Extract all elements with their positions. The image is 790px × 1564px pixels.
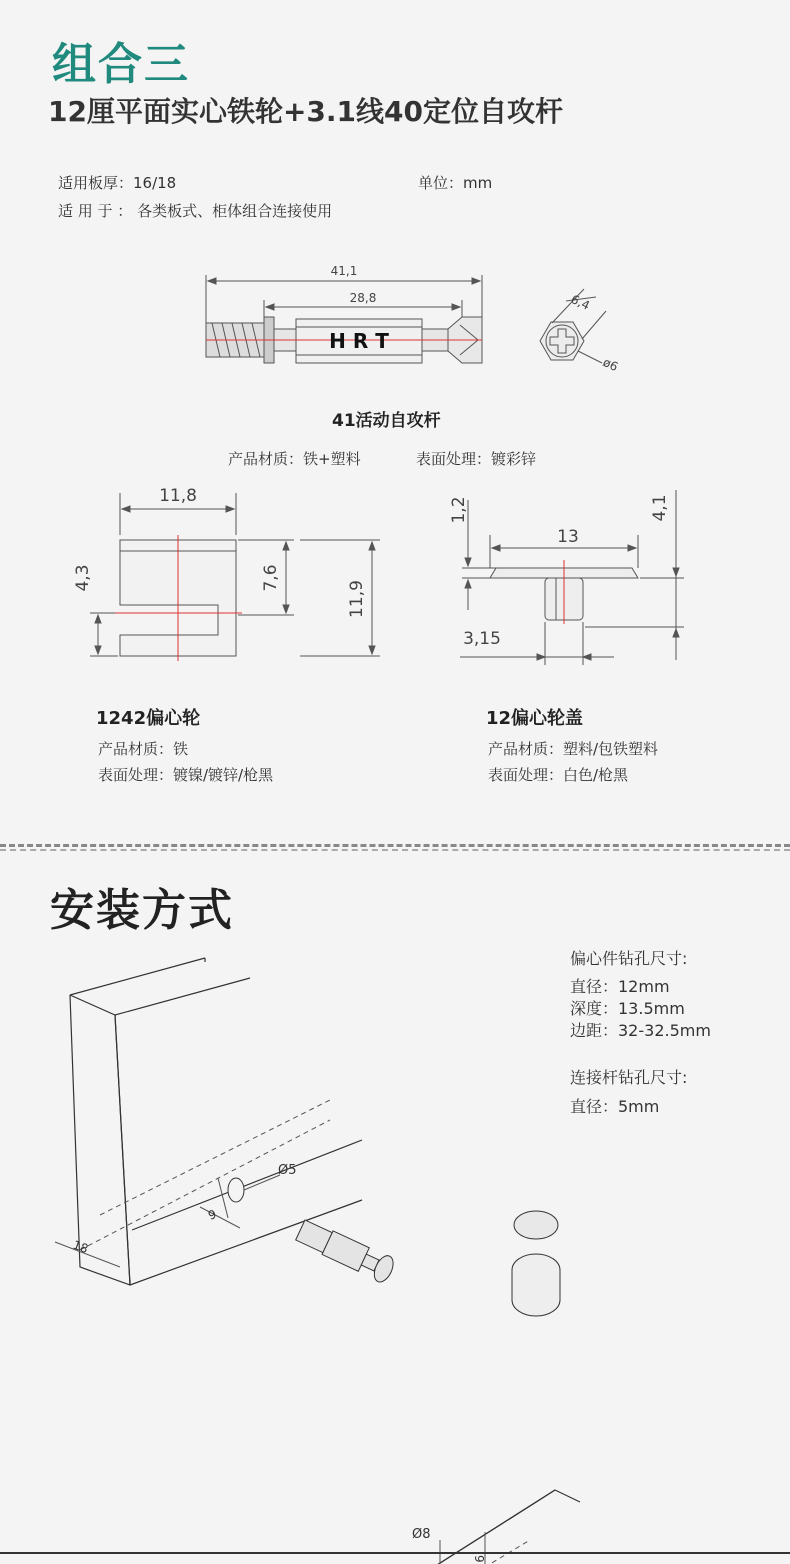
spec-usage: 适 用 于 ： 各类板式、柜体组合连接使用 (58, 202, 333, 220)
rod-hex-dia: ø6 (600, 355, 621, 375)
cap-dim-41: 4,1 (650, 494, 670, 522)
cap-surface: 表面处理：白色/枪黑 (488, 766, 629, 784)
rod-drill-heading: 连接杆钻孔尺寸: (570, 1068, 688, 1087)
wheel-surface: 表面处理：镀镍/镀锌/枪黑 (98, 766, 274, 784)
wheel-drawing (60, 475, 400, 675)
spec-unit: 单位：mm (418, 174, 493, 192)
eccentric-diameter: 直径：12mm (570, 977, 670, 996)
wheel-dim-width: 11,8 (159, 486, 197, 506)
wheel-dim-119: 11,9 (347, 580, 367, 618)
page-subtitle: 12厘平面实心铁轮+3.1线40定位自攻杆 (48, 95, 563, 128)
eccentric-heading: 偏心件钻孔尺寸: (570, 949, 688, 968)
section-divider-2 (0, 849, 790, 851)
page-title: 组合三 (52, 39, 190, 90)
cap-title: 12偏心轮盖 (486, 708, 584, 729)
eccentric-depth: 深度：13.5mm (570, 999, 685, 1018)
dim-18a: 18 (70, 1237, 91, 1257)
rod-drill-diameter: 直径：5mm (570, 1097, 660, 1116)
cap-dim-12: 1,2 (449, 496, 469, 524)
section-divider (0, 844, 790, 847)
cap-dim-315: 3,15 (463, 629, 501, 649)
rod-caption: 41活动自攻杆 (332, 411, 441, 431)
dim-d5: Ø5 (278, 1163, 297, 1178)
rod-dim-body: 28,8 (349, 291, 377, 305)
dim-9a: 9 (206, 1207, 219, 1223)
install-title: 安装方式 (50, 885, 234, 936)
wheel-dim-43: 4,3 (73, 564, 93, 592)
rod-material: 产品材质：铁+塑料 (228, 450, 361, 468)
rod-hex-size: 6,4 (568, 292, 592, 313)
wheel-material: 产品材质：铁 (98, 740, 189, 758)
rod-drawing (190, 255, 640, 395)
rod-brand: H R T (329, 329, 389, 353)
rod-surface: 表面处理：镀彩锌 (416, 450, 537, 468)
wheel-dim-76: 7,6 (261, 564, 281, 592)
spec-thickness: 适用板厚：16/18 (58, 174, 177, 192)
cap-material: 产品材质：塑料/包铁塑料 (488, 740, 659, 758)
cap-drawing (440, 480, 700, 680)
dim-d8: Ø8 (412, 1527, 431, 1542)
rod-dim-total: 41,1 (330, 264, 358, 278)
wheel-title: 1242偏心轮 (96, 708, 201, 729)
eccentric-edge: 边距：32-32.5mm (570, 1021, 711, 1040)
cap-dim-13: 13 (557, 527, 579, 547)
dim-9b: 9 (472, 1555, 486, 1563)
bottom-rule (0, 1552, 790, 1554)
install-drawing (0, 950, 790, 1563)
